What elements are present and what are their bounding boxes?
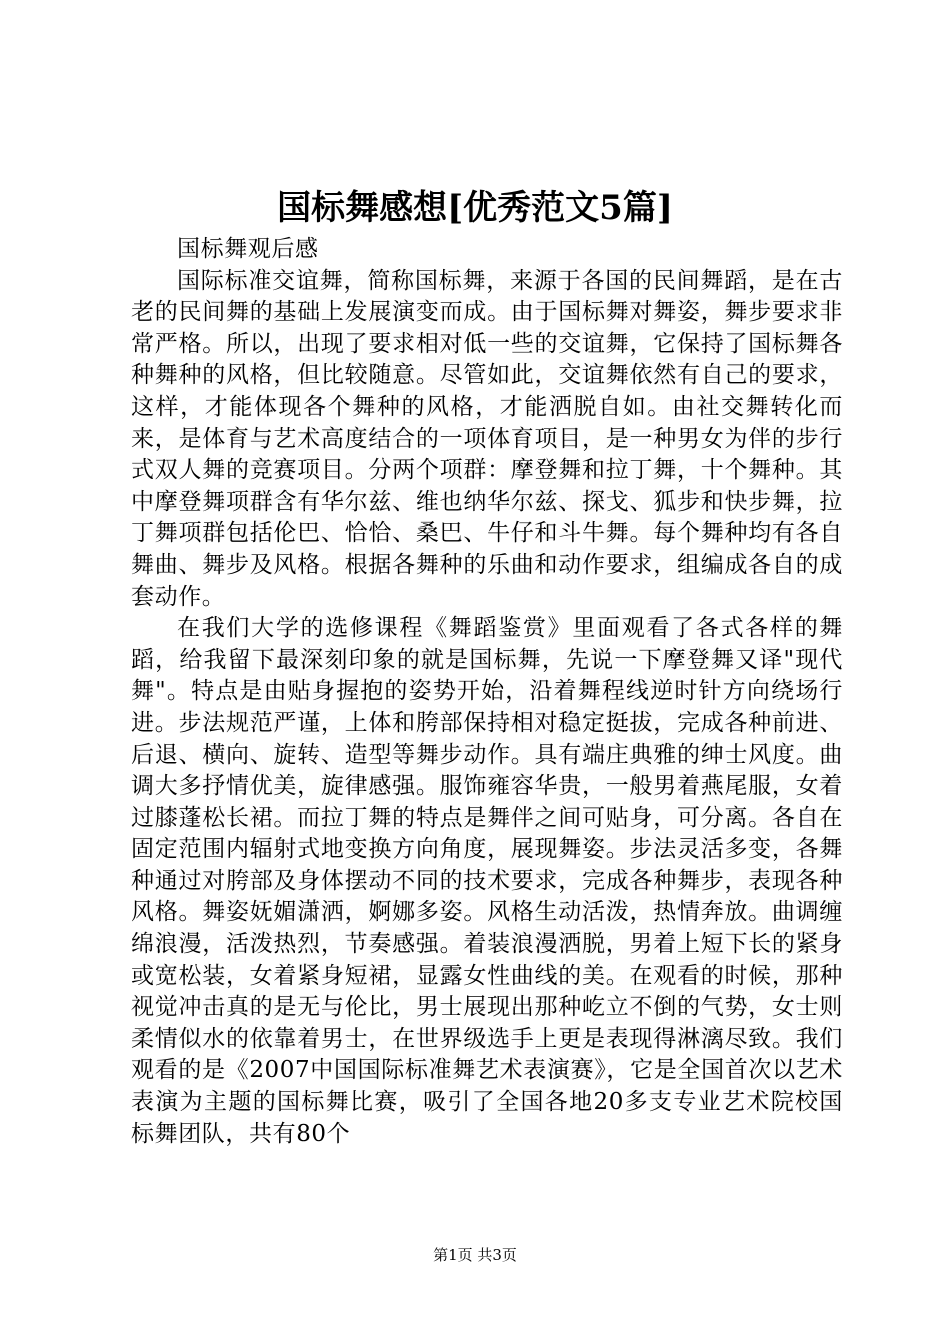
subheading: 国标舞观后感	[177, 236, 319, 262]
paragraph-intro: 国际标准交谊舞，简称国标舞，来源于各国的民间舞蹈，是在古老的民间舞的基础上发展演变而成。由于国标舞对舞姿，舞步要求非常严格。所以，出现了要求相对低一些的交谊舞，它保持了国标舞各种舞种的风格，但比较随意。尽管如此，交谊舞依然有自己的要求，这样，才能体现各个舞种的风格，才能洒脱自如。由社交舞转化而来，是体育与艺术高度结合的一项体育项目，是一种男女为伴的步行式双人舞的竞赛项目。分两个项群：摩登舞和拉丁舞，十个舞种。其中摩登舞项群含有华尔兹、维也纳华尔兹、探戈、狐步和快步舞，拉丁舞项群包括伦巴、恰恰、桑巴、牛仔和斗牛舞。每个舞种均有各自舞曲、舞步及风格。根据各舞种的乐曲和动作要求，组编成各自的成套动作。	[131, 267, 843, 610]
document-body	[131, 234, 843, 1150]
paragraph-impression: 在我们大学的选修课程《舞蹈鉴赏》里面观看了各式各样的舞蹈，给我留下最深刻印象的就是国标舞，先说一下摩登舞又译"现代舞"。特点是由贴身握抱的姿势开始，沿着舞程线逆时针方向绕场行进。步法规范严谨，上体和胯部保持相对稳定挺拔，完成各种前进、后退、横向、旋转、造型等舞步动作。具有端庄典雅的绅士风度。曲调大多抒情优美，旋律感强。服饰雍容华贵，一般男着燕尾服，女着过膝蓬松长裙。而拉丁舞的特点是舞伴之间可贴身，可分离。各自在固定范围内辐射式地变换方向角度，展现舞姿。步法灵活多变，各舞种通过对胯部及身体摆动不同的技术要求，完成各种舞步，表现各种风格。舞姿妩媚潇洒，婀娜多姿。风格生动活泼，热情奔放。曲调缠绵浪漫，活泼热烈，节奏感强。着装浪漫洒脱，男着上短下长的紧身或宽松装，女着紧身短裙，显露女性曲线的美。在观看的时候，那种视觉冲击真的是无与伦比，男士展现出那种屹立不倒的气势，女士则柔情似水的依靠着男士，在世界级选手上更是表现得淋漓尽致。我们观看的是《2007中国国际标准舞艺术表演赛》，它是全国首次以艺术表演为主题的国标舞比赛，吸引了全国各地20多支专业艺术院校国标舞团队，共有80个	[131, 615, 843, 1147]
page-footer: 第1页 共3页	[433, 1246, 517, 1264]
document-title: 国标舞感想[优秀范文5篇]	[277, 188, 673, 228]
